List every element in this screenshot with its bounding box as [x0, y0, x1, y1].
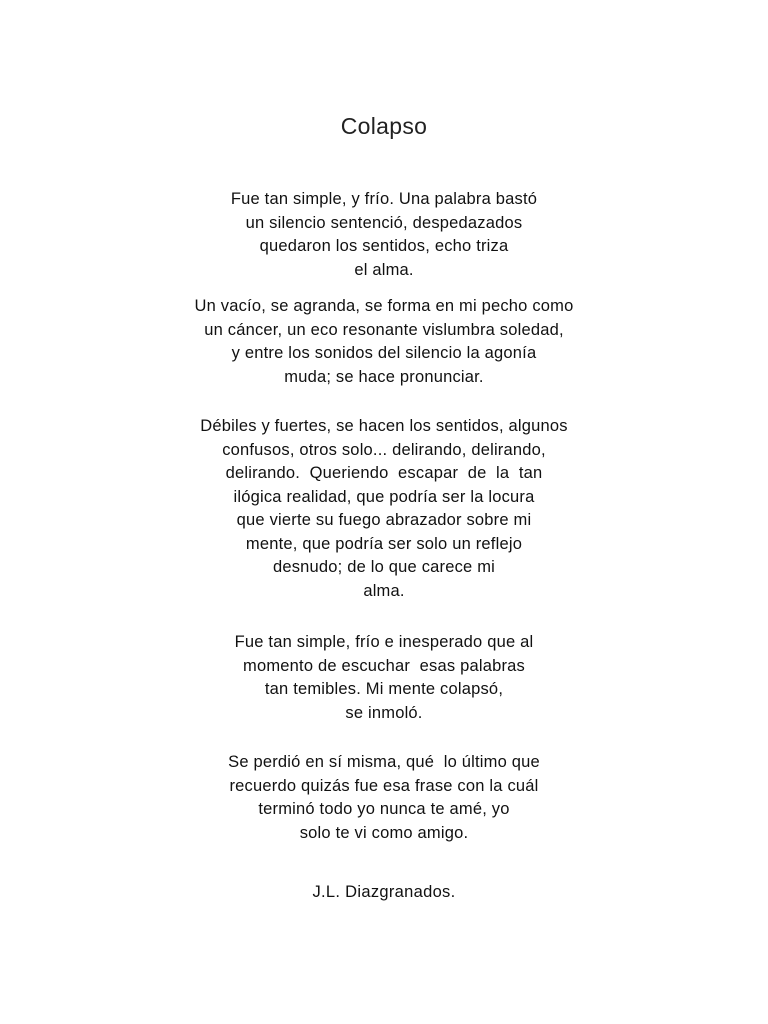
stanza-line: confusos, otros solo... delirando, delirando, — [222, 440, 546, 459]
stanza-line: delirando. Queriendo escapar de la tan — [225, 464, 543, 482]
stanza-line: terminó todo yo nunca te amé, yo — [258, 800, 510, 818]
stanza-line: Fue tan simple, y frío. Una palabra bastó — [230, 190, 538, 208]
author-signature: J.L. Diazgranados. — [312, 883, 456, 901]
stanza-line: Fue tan simple, frío e inesperado que al — [234, 633, 534, 651]
stanza-line: un cáncer, un eco resonante vislumbra soledad, — [204, 320, 564, 339]
stanza-line: momento de escuchar esas palabras — [243, 656, 525, 675]
stanza-line: y entre los sonidos del silencio la agonía — [231, 344, 537, 362]
stanza-line: solo te vi como amigo. — [299, 823, 469, 842]
stanza-line: se inmoló. — [345, 703, 423, 722]
stanza-line: Se perdió en sí misma, qué lo último que — [228, 753, 540, 771]
stanza-line: Un vacío, se agranda, se forma en mi pecho como — [194, 297, 574, 315]
stanza-3 — [0, 415, 768, 603]
stanza-line: tan temibles. Mi mente colapsó, — [264, 680, 504, 698]
stanza-line: un silencio sentenció, despedazados — [245, 213, 523, 232]
stanza-line: ilógica realidad, que podría ser la locura — [233, 487, 535, 506]
stanza-line: recuerdo quizás fue esa frase con la cuál — [229, 776, 539, 795]
stanza-line: el alma. — [354, 260, 414, 279]
stanza-line: alma. — [363, 581, 405, 600]
poem-title: Colapso — [340, 113, 428, 139]
stanza-line: Débiles y fuertes, se hacen los sentidos, algunos — [200, 417, 568, 435]
stanza-line: muda; se hace pronunciar. — [284, 367, 484, 386]
stanza-line: mente, que podría ser solo un reflejo — [245, 534, 523, 553]
stanza-2 — [0, 295, 768, 389]
stanza-5 — [0, 751, 768, 845]
stanza-1 — [0, 188, 768, 282]
stanza-4 — [0, 631, 768, 725]
stanza-line: quedaron los sentidos, echo triza — [259, 237, 509, 255]
stanza-line: desnudo; de lo que carece mi — [272, 558, 496, 576]
stanza-line: que vierte su fuego abrazador sobre mi — [236, 511, 532, 529]
